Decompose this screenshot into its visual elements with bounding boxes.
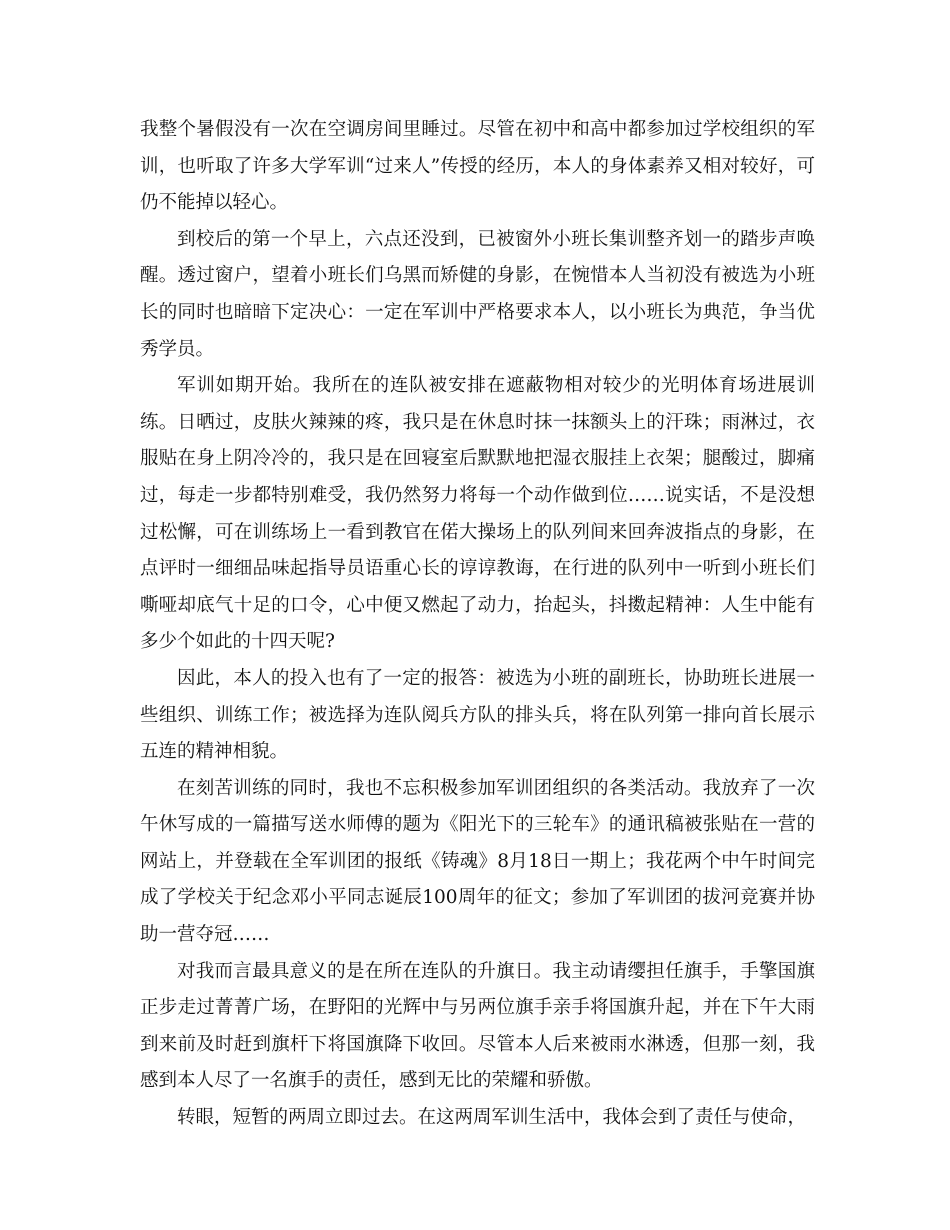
- paragraph-flag-day: 对我而言最具意义的是在所在连队的升旗日。我主动请缨担任旗手，手擎国旗正步走过菁菁广场，在野阳的光辉中与另两位旗手亲手将国旗升起，并在下午大雨到来前及时赶到旗杆下将国旗降下收回。尽管本人后来被雨水淋透，但那一刻，我感到本人尽了一名旗手的责任，感到无比的荣耀和骄傲。: [140, 960, 815, 1092]
- paragraph-training: 军训如期开始。我所在的连队被安排在遮蔽物相对较少的光明体育场进展训练。日晒过，皮肤火辣辣的疼，我只是在休息时抹一抹额头上的汗珠；雨淋过，衣服贴在身上阴冷冷的，我只是在回寝室后默默地把湿衣服挂上衣架；腿酸过，脚痛过，每走一步都特别难受，我仍然努力将每一个动作做到位……说实话，不是没想过松懈，可在训练场上一看到教官在偌大操场上的队列间来回奔波指点的身影，在点评时一细细品味起指导员语重心长的谆谆教诲，在行进的队列中一听到小班长们嘶哑却底气十足的口令，心中便又燃起了动力，抬起头，抖擞起精神：人生中能有多少个如此的十四天呢?: [140, 375, 815, 653]
- paragraph-arrival: 到校后的第一个早上，六点还没到，已被窗外小班长集训整齐划一的踏步声唤醒。透过窗户，望着小班长们乌黑而矫健的身影，在惋惜本人当初没有被选为小班长的同时也暗暗下定决心：一定在军训中严格要求本人，以小班长为典范，争当优秀学员。: [140, 228, 815, 360]
- paragraph-conclusion: 转眼，短暂的两周立即过去。在这两周军训生活中，我体会到了责任与使命，: [177, 1107, 807, 1129]
- paragraph-activities: 在刻苦训练的同时，我也不忘积极参加军训团组织的各类活动。我放弃了一次午休写成的一篇描写送水师傅的题为《阳光下的三轮车》的通讯稿被张贴在一营的网站上，并登载在全军训团的报纸《铸魂》8月18日一期上；我花两个中午时间完成了学校关于纪念邓小平同志诞辰100周年的征文；参加了军训团的拔河竞赛并协助一营夺冠……: [140, 777, 815, 946]
- paragraph-reward: 因此，本人的投入也有了一定的报答：被选为小班的副班长，协助班长进展一些组织、训练工作；被选择为连队阅兵方队的排头兵，将在队列第一排向首长展示五连的精神相貌。: [140, 667, 815, 763]
- document-page: [140, 112, 815, 1137]
- paragraph-continued: 我整个暑假没有一次在空调房间里睡过。尽管在初中和高中都参加过学校组织的军训，也听取了许多大学军训“过来人”传授的经历，本人的身体素养又相对较好，可仍不能掉以轻心。: [140, 119, 815, 214]
